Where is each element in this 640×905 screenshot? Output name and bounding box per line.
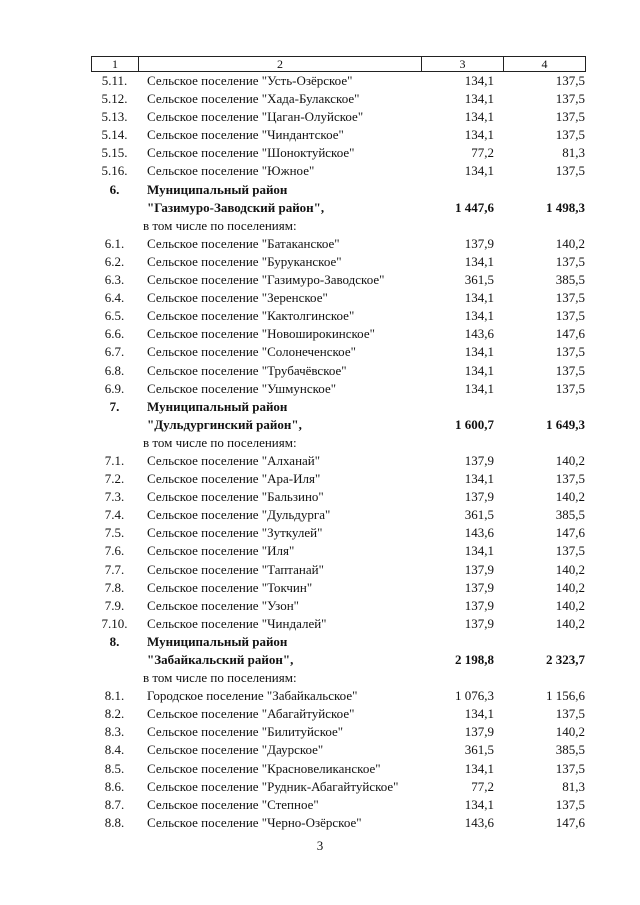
table-row — [91, 561, 585, 579]
settlement-name: Сельское поселение "Таптанай" — [147, 561, 324, 577]
subheading-row — [91, 434, 585, 452]
settlement-name: Сельское поселение "Билитуйское" — [147, 724, 344, 740]
settlement-name: Сельское поселение "Трубачёвское" — [147, 362, 347, 378]
table-row — [91, 687, 585, 705]
row-number: 6.9. — [104, 380, 125, 396]
value-col-3: 134,1 — [464, 796, 494, 812]
row-number: 8.2. — [104, 706, 125, 722]
value-col-3: 134,1 — [464, 73, 494, 88]
table-header — [91, 56, 586, 72]
row-number: 7.2. — [104, 471, 125, 487]
value-col-3: 134,1 — [464, 308, 494, 324]
value-col-3: 134,1 — [464, 127, 494, 143]
value-col-4: 140,2 — [555, 579, 585, 595]
table-row — [91, 506, 585, 524]
value-col-3: 137,9 — [464, 579, 494, 595]
value-col-3: 361,5 — [464, 272, 494, 288]
row-number: 6.8. — [104, 362, 125, 378]
value-col-4: 147,6 — [555, 326, 585, 342]
row-number: 6.1. — [104, 235, 125, 251]
value-col-3: 143,6 — [464, 525, 494, 541]
row-number: 7.10. — [101, 615, 128, 631]
settlement-name: Сельское поселение "Газимуро-Заводское" — [147, 272, 385, 288]
value-col-4: 140,2 — [555, 489, 585, 505]
row-number: 8.1. — [104, 688, 125, 704]
district-row — [91, 633, 585, 669]
row-number: 8.3. — [104, 724, 125, 740]
settlement-name: Сельское поселение "Абагайтуйское" — [147, 706, 355, 722]
settlement-name: Сельское поселение "Шоноктуйское" — [147, 145, 355, 161]
value-col-4: 140,2 — [555, 235, 585, 251]
value-col-4: 140,2 — [555, 561, 585, 577]
district-name — [147, 633, 293, 669]
value-col-3: 77,2 — [471, 778, 494, 794]
table-row — [91, 705, 585, 723]
value-col-4: 140,2 — [555, 615, 585, 631]
settlement-name: Сельское поселение "Чиндантское" — [147, 127, 344, 143]
subheading-text: в том числе по поселениям: — [143, 434, 297, 450]
row-number: 6.6. — [104, 326, 125, 342]
header-col-1: 1 — [92, 57, 139, 72]
subheading-row — [91, 669, 585, 687]
value-col-4: 137,5 — [555, 796, 585, 812]
district-name — [147, 181, 324, 217]
value-col-4: 385,5 — [555, 272, 585, 288]
value-col-3: 134,1 — [464, 163, 494, 179]
table-row — [91, 723, 585, 741]
table-row — [91, 307, 585, 325]
value-col-3: 143,6 — [464, 326, 494, 342]
value-col-3: 134,1 — [464, 543, 494, 559]
value-col-4: 140,2 — [555, 597, 585, 613]
settlement-name: Сельское поселение "Усть-Озёрское" — [147, 73, 353, 88]
value-col-4: 137,5 — [555, 109, 585, 125]
value-col-3: 134,1 — [464, 109, 494, 125]
district-row — [91, 398, 585, 434]
table-row — [91, 108, 585, 126]
table-row — [91, 289, 585, 307]
value-col-4: 137,5 — [555, 253, 585, 269]
value-col-4: 137,5 — [555, 290, 585, 306]
table-row — [91, 524, 585, 542]
row-number: 7.5. — [104, 525, 125, 541]
row-number: 6.7. — [104, 344, 125, 360]
value-col-4: 137,5 — [555, 73, 585, 88]
table-row — [91, 343, 585, 361]
row-number: 5.11. — [101, 73, 128, 88]
value-col-3: 137,9 — [464, 597, 494, 613]
row-number: 6.5. — [104, 308, 125, 324]
district-name-line2: "Газимуро-Заводский район", — [147, 199, 325, 215]
value-col-4: 81,3 — [562, 778, 585, 794]
value-col-4: 137,5 — [555, 127, 585, 143]
table-row — [91, 741, 585, 759]
value-col-4: 1 649,3 — [546, 416, 585, 432]
settlement-name: Сельское поселение "Алханай" — [147, 452, 321, 468]
settlement-name: Сельское поселение "Ара-Иля" — [147, 471, 321, 487]
value-col-3: 134,1 — [464, 344, 494, 360]
table-row — [91, 470, 585, 488]
subheading-row — [91, 217, 585, 235]
table-row — [91, 162, 585, 180]
value-col-3: 1 076,3 — [455, 688, 494, 704]
table-row — [91, 271, 585, 289]
row-number: 5.13. — [101, 109, 128, 125]
row-number: 7.6. — [104, 543, 125, 559]
row-number: 7.4. — [104, 507, 125, 523]
row-number: 7.8. — [104, 579, 125, 595]
row-number: 6.2. — [104, 253, 125, 269]
table-row — [91, 126, 585, 144]
value-col-4: 137,5 — [555, 706, 585, 722]
table-row — [91, 90, 585, 108]
settlement-name: Сельское поселение "Зуткулей" — [147, 525, 323, 541]
value-col-3: 1 447,6 — [455, 199, 494, 215]
value-col-3: 361,5 — [464, 742, 494, 758]
value-col-4: 137,5 — [555, 362, 585, 378]
table-body — [91, 72, 585, 832]
row-number: 6.3. — [104, 272, 125, 288]
table-row — [91, 362, 585, 380]
table-row — [91, 814, 585, 832]
settlement-name: Сельское поселение "Красновеликанское" — [147, 760, 381, 776]
district-name-line1: Муниципальный район — [147, 181, 288, 197]
value-col-4: 137,5 — [555, 760, 585, 776]
row-number: 8. — [109, 633, 120, 649]
table-row — [91, 325, 585, 343]
settlement-name: Сельское поселение "Иля" — [147, 543, 295, 559]
settlement-name: Сельское поселение "Южное" — [147, 163, 315, 179]
settlement-name: Сельское поселение "Ушмунское" — [147, 380, 337, 396]
value-col-3: 137,9 — [464, 724, 494, 740]
settlement-name: Сельское поселение "Даурское" — [147, 742, 324, 758]
settlement-name: Сельское поселение "Кактолгинское" — [147, 308, 355, 324]
settlement-name: Сельское поселение "Цаган-Олуйское" — [147, 109, 364, 125]
row-number: 5.16. — [101, 163, 128, 179]
value-col-3: 143,6 — [464, 814, 494, 830]
row-number: 7.9. — [104, 597, 125, 613]
value-col-3: 137,9 — [464, 489, 494, 505]
subheading-text: в том числе по поселениям: — [143, 217, 297, 233]
header-col-4: 4 — [504, 57, 586, 72]
district-name — [147, 398, 302, 434]
value-col-4: 137,5 — [555, 471, 585, 487]
value-col-4: 137,5 — [555, 163, 585, 179]
table-row — [91, 760, 585, 778]
settlement-name: Городское поселение "Забайкальское" — [147, 688, 358, 704]
settlement-name: Сельское поселение "Черно-Озёрское" — [147, 814, 362, 830]
row-number: 8.5. — [104, 760, 125, 776]
district-name-line2: "Забайкальский район", — [147, 651, 294, 667]
table-row — [91, 253, 585, 271]
row-number: 6. — [109, 181, 120, 197]
row-number: 8.6. — [104, 778, 125, 794]
settlement-name: Сельское поселение "Узон" — [147, 597, 299, 613]
table-row — [91, 380, 585, 398]
value-col-3: 134,1 — [464, 471, 494, 487]
value-col-3: 134,1 — [464, 380, 494, 396]
row-number: 8.4. — [104, 742, 125, 758]
value-col-3: 1 600,7 — [455, 416, 494, 432]
value-col-4: 137,5 — [555, 380, 585, 396]
settlement-name: Сельское поселение "Батаканское" — [147, 235, 340, 251]
district-row — [91, 181, 585, 217]
header-col-3: 3 — [422, 57, 504, 72]
value-col-4: 81,3 — [562, 145, 585, 161]
row-number: 5.15. — [101, 145, 128, 161]
table-row — [91, 144, 585, 162]
settlement-name: Сельское поселение "Чиндалей" — [147, 615, 327, 631]
table-row — [91, 488, 585, 506]
value-col-4: 385,5 — [555, 507, 585, 523]
value-col-3: 2 198,8 — [455, 651, 494, 667]
value-col-4: 147,6 — [555, 814, 585, 830]
district-name-line1: Муниципальный район — [147, 633, 288, 649]
value-col-4: 147,6 — [555, 525, 585, 541]
value-col-3: 134,1 — [464, 362, 494, 378]
value-col-4: 1 498,3 — [546, 199, 585, 215]
header-col-2: 2 — [139, 57, 422, 72]
table-row — [91, 579, 585, 597]
value-col-3: 137,9 — [464, 615, 494, 631]
header-row — [92, 57, 586, 72]
value-col-3: 134,1 — [464, 290, 494, 306]
table-row — [91, 796, 585, 814]
subheading-text: в том числе по поселениям: — [143, 670, 297, 686]
settlement-name: Сельское поселение "Новоширокинское" — [147, 326, 375, 342]
value-col-4: 140,2 — [555, 452, 585, 468]
table-row — [91, 235, 585, 253]
value-col-4: 385,5 — [555, 742, 585, 758]
value-col-3: 134,1 — [464, 706, 494, 722]
row-number: 8.7. — [104, 796, 125, 812]
table-row — [91, 542, 585, 560]
row-number: 7.7. — [104, 561, 125, 577]
settlement-name: Сельское поселение "Дульдурга" — [147, 507, 331, 523]
value-col-4: 2 323,7 — [546, 651, 585, 667]
value-col-3: 137,9 — [464, 452, 494, 468]
row-number: 7. — [109, 398, 120, 414]
district-name-line1: Муниципальный район — [147, 398, 288, 414]
value-col-3: 137,9 — [464, 235, 494, 251]
value-col-4: 137,5 — [555, 543, 585, 559]
settlement-name: Сельское поселение "Бальзино" — [147, 489, 324, 505]
table-row — [91, 615, 585, 633]
settlement-name: Сельское поселение "Солонеченское" — [147, 344, 356, 360]
value-col-3: 134,1 — [464, 760, 494, 776]
row-number: 5.12. — [101, 91, 128, 107]
row-number: 8.8. — [104, 814, 125, 830]
table-row — [91, 72, 585, 90]
table-row — [91, 778, 585, 796]
value-col-3: 134,1 — [464, 91, 494, 107]
value-col-4: 137,5 — [555, 344, 585, 360]
page-number: 3 — [316, 838, 324, 853]
value-col-3: 361,5 — [464, 507, 494, 523]
settlement-name: Сельское поселение "Токчин" — [147, 579, 313, 595]
value-col-3: 134,1 — [464, 253, 494, 269]
settlement-name: Сельское поселение "Рудник-Абагайтуйское" — [147, 778, 399, 794]
row-number: 5.14. — [101, 127, 128, 143]
value-col-4: 140,2 — [555, 724, 585, 740]
value-col-4: 137,5 — [555, 91, 585, 107]
settlement-name: Сельское поселение "Хада-Булакское" — [147, 91, 360, 107]
value-col-3: 137,9 — [464, 561, 494, 577]
row-number: 7.3. — [104, 489, 125, 505]
settlement-name: Сельское поселение "Степное" — [147, 796, 319, 812]
row-number: 6.4. — [104, 290, 125, 306]
row-number: 7.1. — [104, 452, 125, 468]
district-name-line2: "Дульдургинский район", — [147, 416, 302, 432]
value-col-3: 77,2 — [471, 145, 494, 161]
settlement-name: Сельское поселение "Буруканское" — [147, 253, 342, 269]
value-col-4: 1 156,6 — [546, 688, 585, 704]
settlement-name: Сельское поселение "Зеренское" — [147, 290, 328, 306]
table-row — [91, 597, 585, 615]
table-row — [91, 452, 585, 470]
value-col-4: 137,5 — [555, 308, 585, 324]
